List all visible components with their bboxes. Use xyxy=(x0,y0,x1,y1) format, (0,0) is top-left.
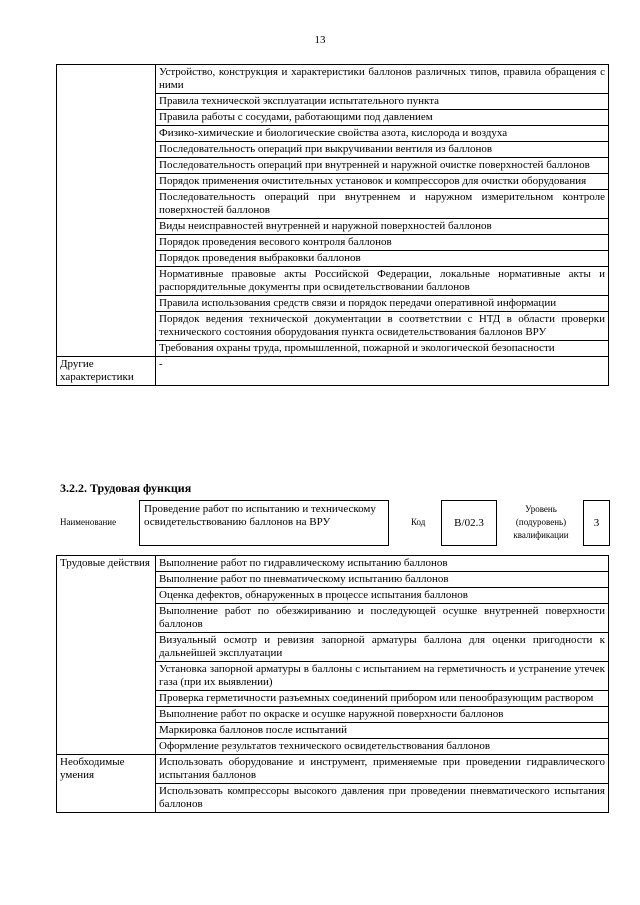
code-label: Код xyxy=(411,517,426,527)
labor-action: Выполнение работ по пневматическому испытанию баллонов xyxy=(156,572,609,588)
knowledge-item: Физико-химические и биологические свойства азота, кислорода и воздуха xyxy=(156,126,609,142)
qualification-level: 3 xyxy=(583,500,610,546)
page-number: 13 xyxy=(314,34,326,46)
knowledge-item: Последовательность операций при выкручивании вентиля из баллонов xyxy=(156,142,609,158)
function-code: B/02.3 xyxy=(441,500,497,546)
labor-action: Выполнение работ по окраске и осушке наружной поверхности баллонов xyxy=(156,707,609,723)
labor-action: Выполнение работ по обезжириванию и последующей осушке внутренней поверхности баллонов xyxy=(156,604,609,633)
knowledge-item: Нормативные правовые акты Российской Федерации, локальные нормативные акты и распорядительные документы при освидетельствовании баллонов xyxy=(156,267,609,296)
knowledge-item: Правила работы с сосудами, работающими под давлением xyxy=(156,110,609,126)
required-skills-label: Необходимые умения xyxy=(57,755,156,813)
table-row xyxy=(57,556,609,572)
labor-action: Визуальный осмотр и ревизия запорной арматуры баллона для оценки пригодности к дальнейшей эксплуатации xyxy=(156,633,609,662)
knowledge-item: Правила использования средств связи и порядок передачи оперативной информации xyxy=(156,296,609,312)
labor-actions-label: Трудовые действия xyxy=(57,556,156,755)
knowledge-item: Порядок проведения весового контроля баллонов xyxy=(156,235,609,251)
knowledge-item: Правила технической эксплуатации испытательного пункта xyxy=(156,94,609,110)
level-label: Уровень (подуровень) квалификации xyxy=(513,504,569,540)
knowledge-item: Устройство, конструкция и характеристики баллонов различных типов, правила обращения с ними xyxy=(156,65,609,94)
knowledge-table xyxy=(56,64,609,386)
labor-action: Установка запорной арматуры в баллоны с испытанием на герметичность и устранение утечек газа (при их выявлении) xyxy=(156,662,609,691)
knowledge-item: Порядок проведения выбраковки баллонов xyxy=(156,251,609,267)
other-characteristics-value: - xyxy=(156,357,609,386)
knowledge-item: Последовательность операций при внутренней и наружной очистке поверхностей баллонов xyxy=(156,158,609,174)
knowledge-item: Последовательность операций при внутреннем и наружном измерительном контроле поверхностей баллонов xyxy=(156,190,609,219)
labor-function-table xyxy=(56,555,609,813)
knowledge-item: Требования охраны труда, промышленной, пожарной и экологической безопасности xyxy=(156,341,609,357)
name-label: Наименование xyxy=(60,517,117,527)
labor-action: Проверка герметичности разъемных соединений прибором или пенообразующим раствором xyxy=(156,691,609,707)
labor-action: Выполнение работ по гидравлическому испытанию баллонов xyxy=(156,556,609,572)
knowledge-item: Виды неисправностей внутренней и наружной поверхностей баллонов xyxy=(156,219,609,235)
section-heading: 3.2.2. Трудовая функция xyxy=(60,481,192,495)
table-row xyxy=(57,357,609,386)
knowledge-item: Порядок применения очистительных установок и компрессоров для очистки оборудования xyxy=(156,174,609,190)
labor-action: Оформление результатов технического освидетельствования баллонов xyxy=(156,739,609,755)
required-skill: Использовать оборудование и инструмент, применяемые при проведении гидравлического испытания баллонов xyxy=(156,755,609,784)
function-name: Проведение работ по испытанию и техническому освидетельствованию баллонов на ВРУ xyxy=(139,500,389,546)
labor-action: Оценка дефектов, обнаруженных в процессе испытания баллонов xyxy=(156,588,609,604)
table-row xyxy=(57,65,609,94)
knowledge-label-cell xyxy=(57,65,156,357)
required-skill: Использовать компрессоры высокого давления при проведении пневматического испытания баллонов xyxy=(156,784,609,813)
labor-action: Маркировка баллонов после испытаний xyxy=(156,723,609,739)
other-characteristics-label: Другие характеристики xyxy=(57,357,156,386)
knowledge-item: Порядок ведения технической документации в соответствии с НТД в области проверки технического состояния оборудования пункта освидетельствования баллонов ВРУ xyxy=(156,312,609,341)
table-row xyxy=(57,755,609,784)
